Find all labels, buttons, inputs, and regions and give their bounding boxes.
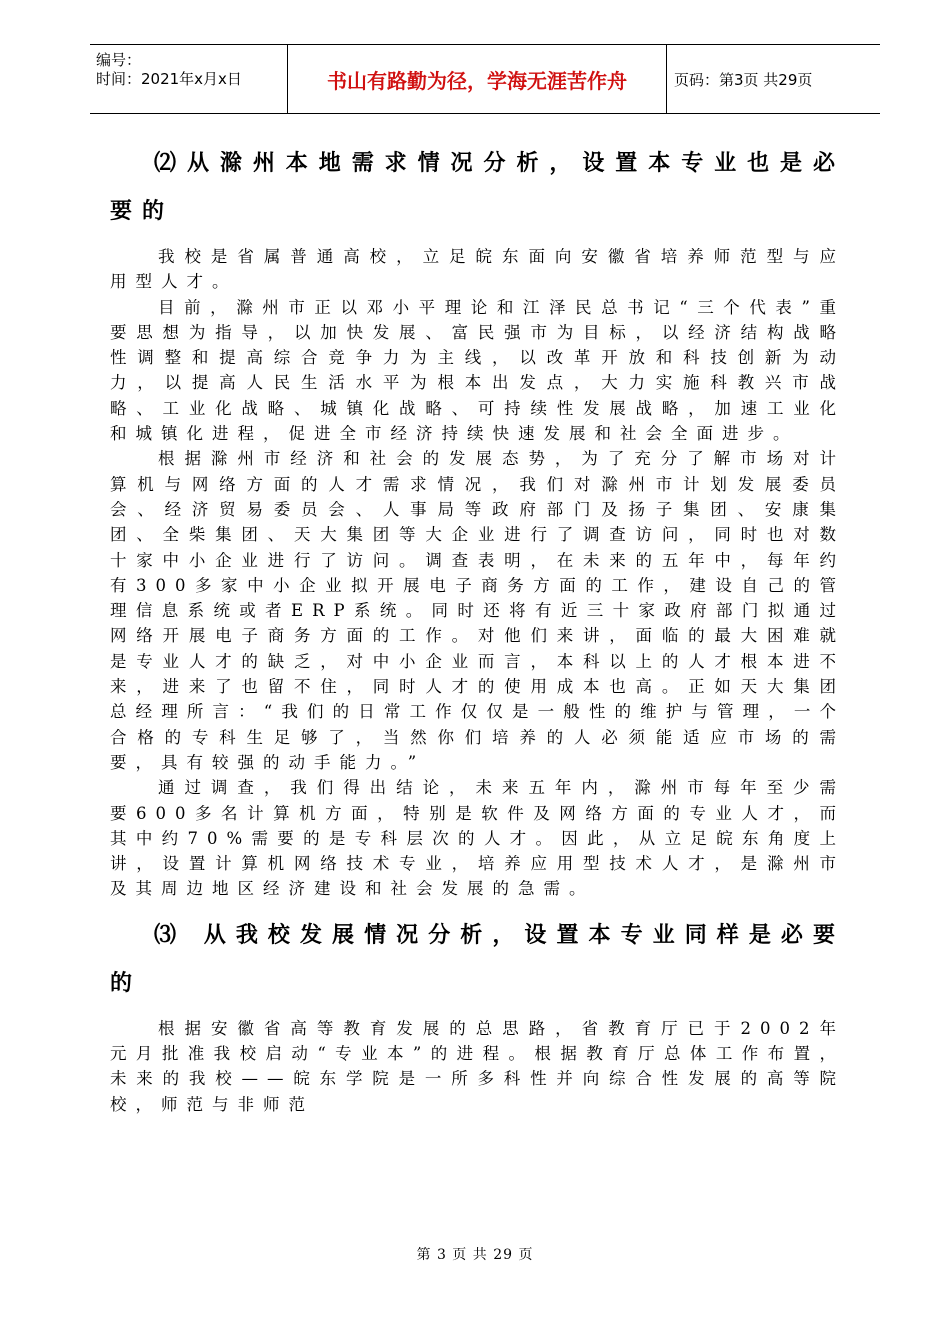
paragraph: 根据滁州市经济和社会的发展态势，为了充分了解市场对计算机与网络方面的人才需求情况，我们对滁州市计划发展委员会、经济贸易委员会、人事局等政府部门及扬子集团、安康集团、全柴集团、天大集团等大企业进行了调查访问，同时也对数十家中小企业进行了访问。调查表明，在未来的五年中，每年约有300多家中小企业拟开展电子商务方面的工作，建设自己的管理信息系统或者ERP系统。同时还将有近三十家政府部门拟通过网络开展电子商务方面的工作。对他们来讲，面临的最大困难就是专业人才的缺乏，对中小企业而言，本科以上的人才根本进不来，进来了也留不住，同时人才的使用成本也高。正如天大集团总经理所言：“我们的日常工作仅仅是一般性的维护与管理，一个合格的专科生足够了，当然你们培养的人必须能适应市场的需要，具有较强的动手能力。” — [110, 449, 845, 772]
paragraph: 我校是省属普通高校，立足皖东面向安徽省培养师范型与应用型人才。 — [110, 247, 845, 292]
header-page-label: 页码：第3页 共29页 — [674, 70, 813, 89]
section-heading: ⑶ 从我校发展情况分析，设置本专业同样是必要的 — [110, 922, 845, 996]
paragraph: 目前，滁州市正以邓小平理论和江泽民总书记“三个代表”重要思想为指导，以加快发展、富民强市为目标，以经济结构战略性调整和提高综合竞争力为主线，以改革开放和科技创新为动力，以提高人民生活水平为根本出发点，大力实施科教兴市战略、工业化战略、城镇化战略、可持续性发展战略，加速工业化和城镇化进程，促进全市经济持续快速发展和社会全面进步。 — [110, 297, 845, 444]
document-body — [110, 140, 845, 1117]
header-meta — [96, 51, 242, 89]
page-footer: 第 3 页 共 29 页 — [416, 1247, 534, 1263]
paragraph: 根据安徽省高等教育发展的总思路，省教育厅已于2002年元月批准我校启动“专业本”的进程。根据教育厅总体工作布置，未来的我校——皖东学院是一所多科性并向综合性发展的高等院校，师范与非师范 — [110, 1018, 845, 1114]
page-header — [90, 44, 880, 114]
document-number-label: 编号： — [96, 51, 142, 69]
document-time-label: 时间：2021年x月x日 — [96, 70, 242, 88]
paragraph: 通过调查，我们得出结论，未来五年内，滁州市每年至少需要600多名计算机方面，特别是软件及网络方面的专业人才，而其中约70%需要的是专科层次的人才。因此，从立足皖东角度上讲，设置计算机网络技术专业，培养应用型技术人才，是滁州市及其周边地区经济建设和社会发展的急需。 — [110, 778, 845, 899]
header-motto: 书山有路勤为径，学海无涯苦作舟 — [287, 45, 667, 113]
section-heading: ⑵从滁州本地需求情况分析，设置本专业也是必要的 — [110, 151, 845, 224]
